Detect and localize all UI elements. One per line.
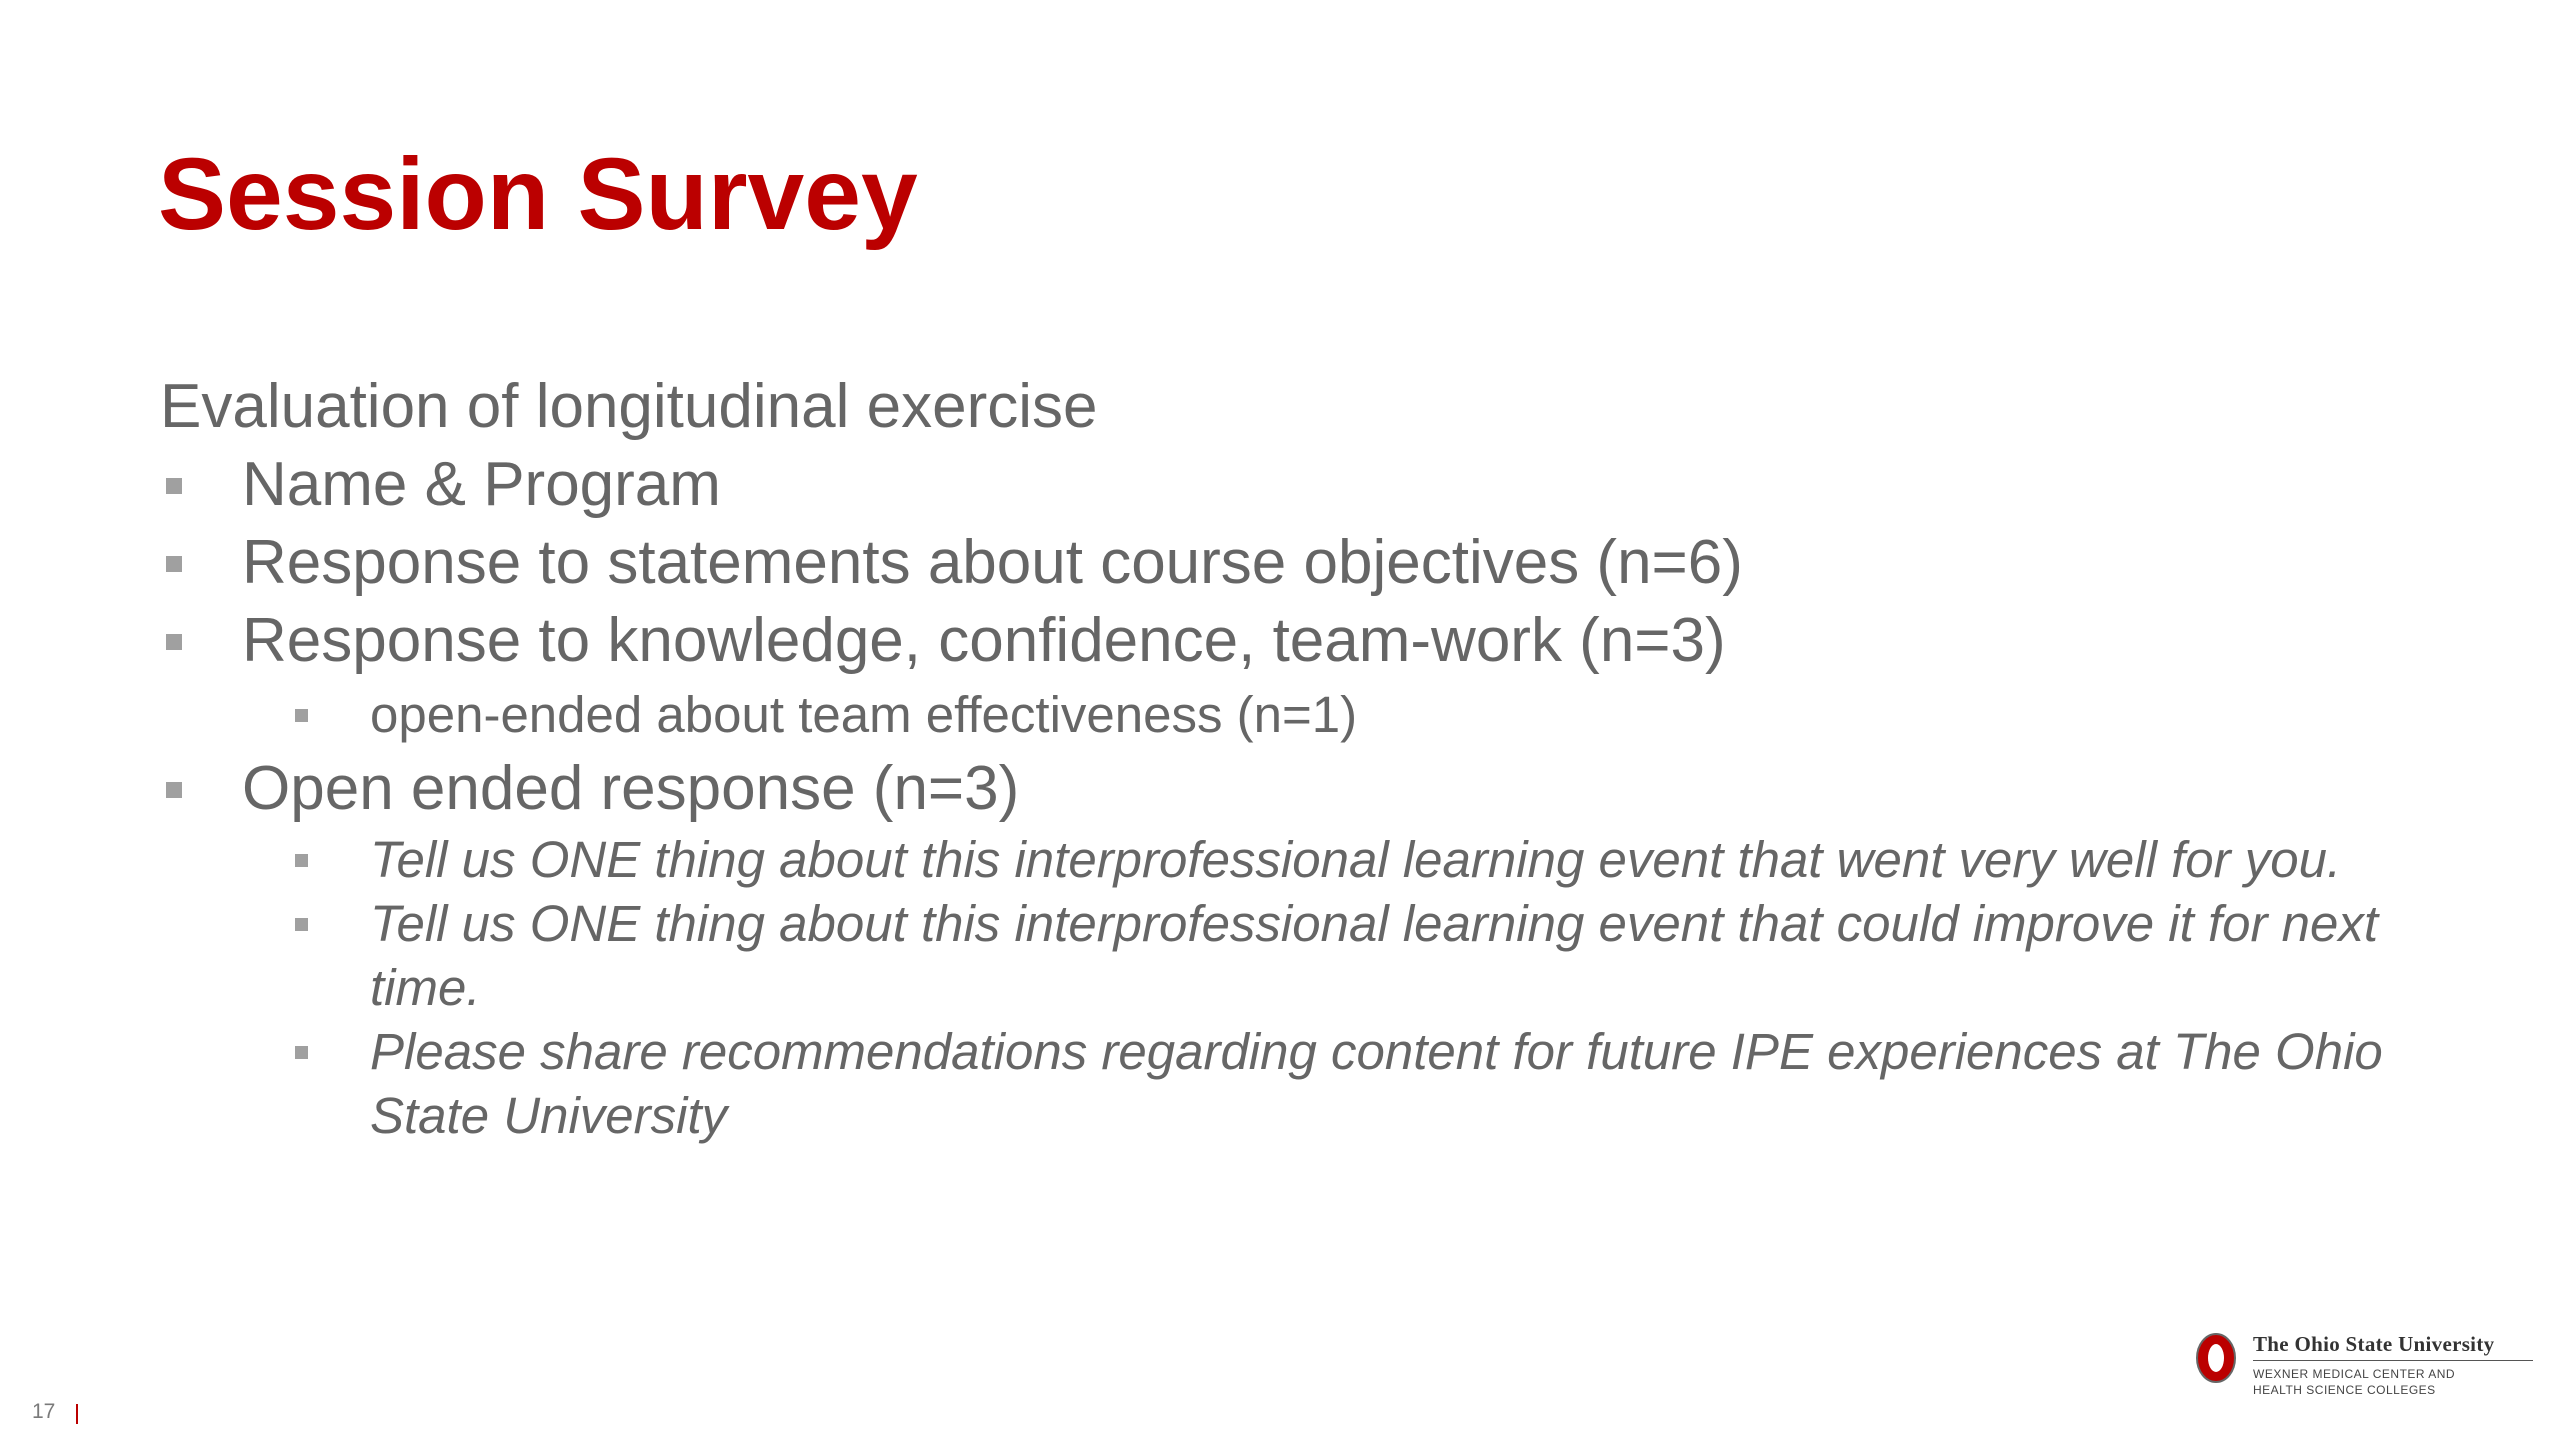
square-bullet-icon bbox=[295, 918, 308, 931]
slide-title: Session Survey bbox=[158, 137, 918, 251]
slide-body bbox=[160, 368, 2460, 1148]
sub-bullet-improve bbox=[160, 892, 2460, 1020]
sub-bullet-text: Tell us ONE thing about this interprofessional learning event that could improve it for next time. bbox=[370, 895, 2379, 1016]
sub-bullet-text: open-ended about team effectiveness (n=1) bbox=[370, 686, 1358, 743]
square-bullet-icon bbox=[166, 782, 182, 798]
sub-bullet-text: Please share recommendations regarding content for future IPE experiences at The Ohio State University bbox=[370, 1023, 2383, 1144]
logo-subtitle-line1: WEXNER MEDICAL CENTER AND bbox=[2253, 1367, 2456, 1381]
square-bullet-icon bbox=[295, 709, 308, 722]
square-bullet-icon bbox=[166, 478, 182, 494]
square-bullet-icon bbox=[166, 556, 182, 572]
bullet-text: Name & Program bbox=[242, 450, 721, 519]
logo-divider bbox=[2253, 1360, 2533, 1361]
bullet-item-open-ended bbox=[160, 750, 2460, 828]
logo-university-name: The Ohio State University bbox=[2253, 1332, 2495, 1356]
bullet-text: Open ended response (n=3) bbox=[242, 754, 1020, 823]
sub-bullet-went-well bbox=[160, 828, 2460, 892]
page-number: 17 bbox=[32, 1400, 56, 1423]
bullet-text: Response to statements about course objectives (n=6) bbox=[242, 528, 1743, 597]
sub-bullet-recommendations bbox=[160, 1020, 2460, 1148]
bullet-item-knowledge-confidence bbox=[160, 602, 2460, 680]
sub-bullet-team-effectiveness bbox=[160, 680, 2460, 750]
intro-text: Evaluation of longitudinal exercise bbox=[160, 372, 1098, 441]
university-logo bbox=[2195, 1330, 2535, 1410]
bullet-item-name-program bbox=[160, 446, 2460, 524]
square-bullet-icon bbox=[295, 1046, 308, 1059]
square-bullet-icon bbox=[166, 634, 182, 650]
bullet-text: Response to knowledge, confidence, team-work (n=3) bbox=[242, 606, 1726, 675]
sub-bullet-text: Tell us ONE thing about this interprofessional learning event that went very well for you. bbox=[370, 831, 2342, 888]
footer-divider bbox=[76, 1404, 78, 1424]
block-o-icon bbox=[2195, 1332, 2237, 1384]
square-bullet-icon bbox=[295, 854, 308, 867]
bullet-item-course-objectives bbox=[160, 524, 2460, 602]
logo-subtitle-line2: HEALTH SCIENCE COLLEGES bbox=[2253, 1383, 2436, 1397]
